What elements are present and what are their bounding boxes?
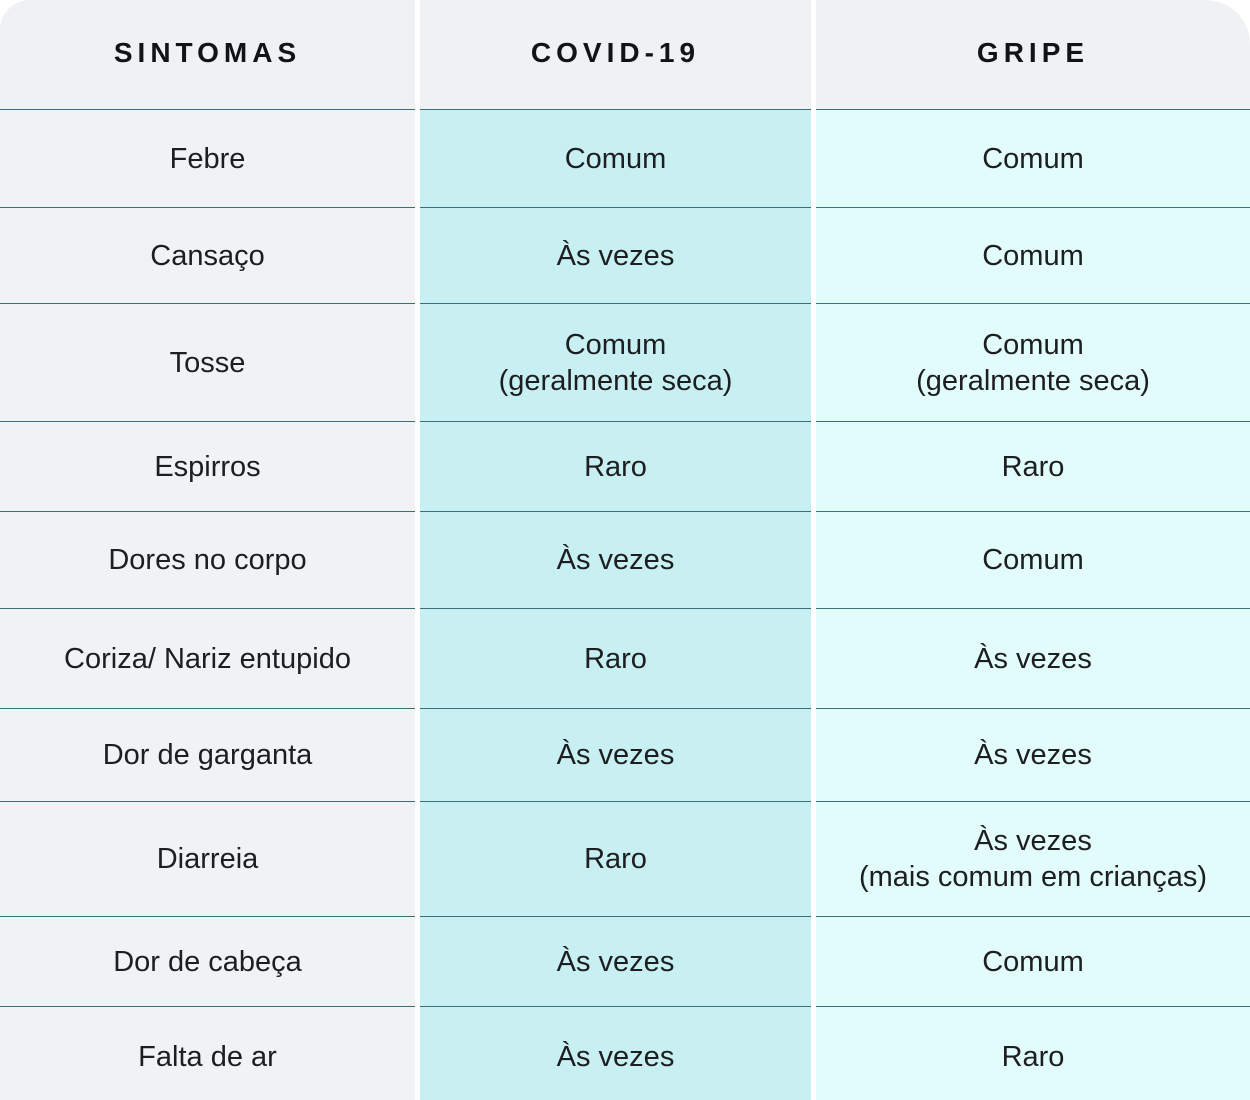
covid-value-cell — [420, 208, 811, 304]
covid-value-cell — [420, 422, 811, 512]
symptom-cell: Dores no corpo — [0, 512, 415, 609]
value-text: Comum — [982, 544, 1084, 576]
flu-value-cell — [816, 304, 1250, 422]
column-header-flu: GRIPE — [816, 0, 1250, 110]
flu-value-cell — [816, 917, 1250, 1007]
value-text: Raro — [584, 642, 647, 675]
symptom-cell: Cansaço — [0, 208, 415, 304]
flu-value-cell — [816, 110, 1250, 208]
symptom-cell: Diarreia — [0, 802, 415, 917]
value-text: Raro — [1001, 1040, 1065, 1073]
value-note: (geralmente seca) — [916, 364, 1150, 397]
value-note: (mais comum em crianças) — [858, 861, 1208, 893]
value-text: Às vezes — [556, 739, 675, 771]
value-text: Comum — [982, 328, 1084, 361]
value-text: Comum — [982, 945, 1084, 978]
column-header-symptoms: SINTOMAS — [0, 0, 415, 110]
value-text: Às vezes — [556, 945, 675, 978]
covid-value-cell — [420, 917, 811, 1007]
symptom-cell: Tosse — [0, 304, 415, 422]
symptom-cell: Dor de cabeça — [0, 917, 415, 1007]
value-text: Às vezes — [974, 642, 1092, 675]
value-text: Às vezes — [556, 544, 675, 576]
symptom-cell: Febre — [0, 110, 415, 208]
covid-value-cell — [420, 110, 811, 208]
symptom-cell: Coriza/ Nariz entupido — [0, 609, 415, 709]
value-text: Comum — [982, 239, 1084, 272]
value-text: Raro — [1001, 450, 1065, 483]
covid-value-cell — [420, 512, 811, 609]
covid-value-cell — [420, 609, 811, 709]
value-text: Às vezes — [556, 1040, 675, 1073]
value-text: Às vezes — [974, 825, 1092, 857]
value-text: Comum — [564, 328, 667, 361]
flu-value-cell — [816, 709, 1250, 802]
value-note: (geralmente seca) — [498, 364, 733, 397]
symptom-cell: Espirros — [0, 422, 415, 512]
value-text: Às vezes — [974, 739, 1092, 771]
flu-value-cell — [816, 512, 1250, 609]
value-text: Raro — [584, 450, 647, 483]
value-text: Comum — [982, 142, 1084, 175]
covid-value-cell — [420, 1007, 811, 1100]
flu-value-cell — [816, 609, 1250, 709]
flu-value-cell — [816, 802, 1250, 917]
value-text: Comum — [564, 142, 667, 175]
flu-value-cell — [816, 208, 1250, 304]
value-text: Raro — [584, 843, 647, 875]
covid-value-cell — [420, 304, 811, 422]
flu-value-cell — [816, 1007, 1250, 1100]
column-header-covid: COVID-19 — [420, 0, 811, 110]
value-text: Às vezes — [556, 239, 675, 272]
flu-value-cell — [816, 422, 1250, 512]
symptom-cell: Falta de ar — [0, 1007, 415, 1100]
symptom-cell: Dor de garganta — [0, 709, 415, 802]
covid-value-cell — [420, 709, 811, 802]
covid-value-cell — [420, 802, 811, 917]
